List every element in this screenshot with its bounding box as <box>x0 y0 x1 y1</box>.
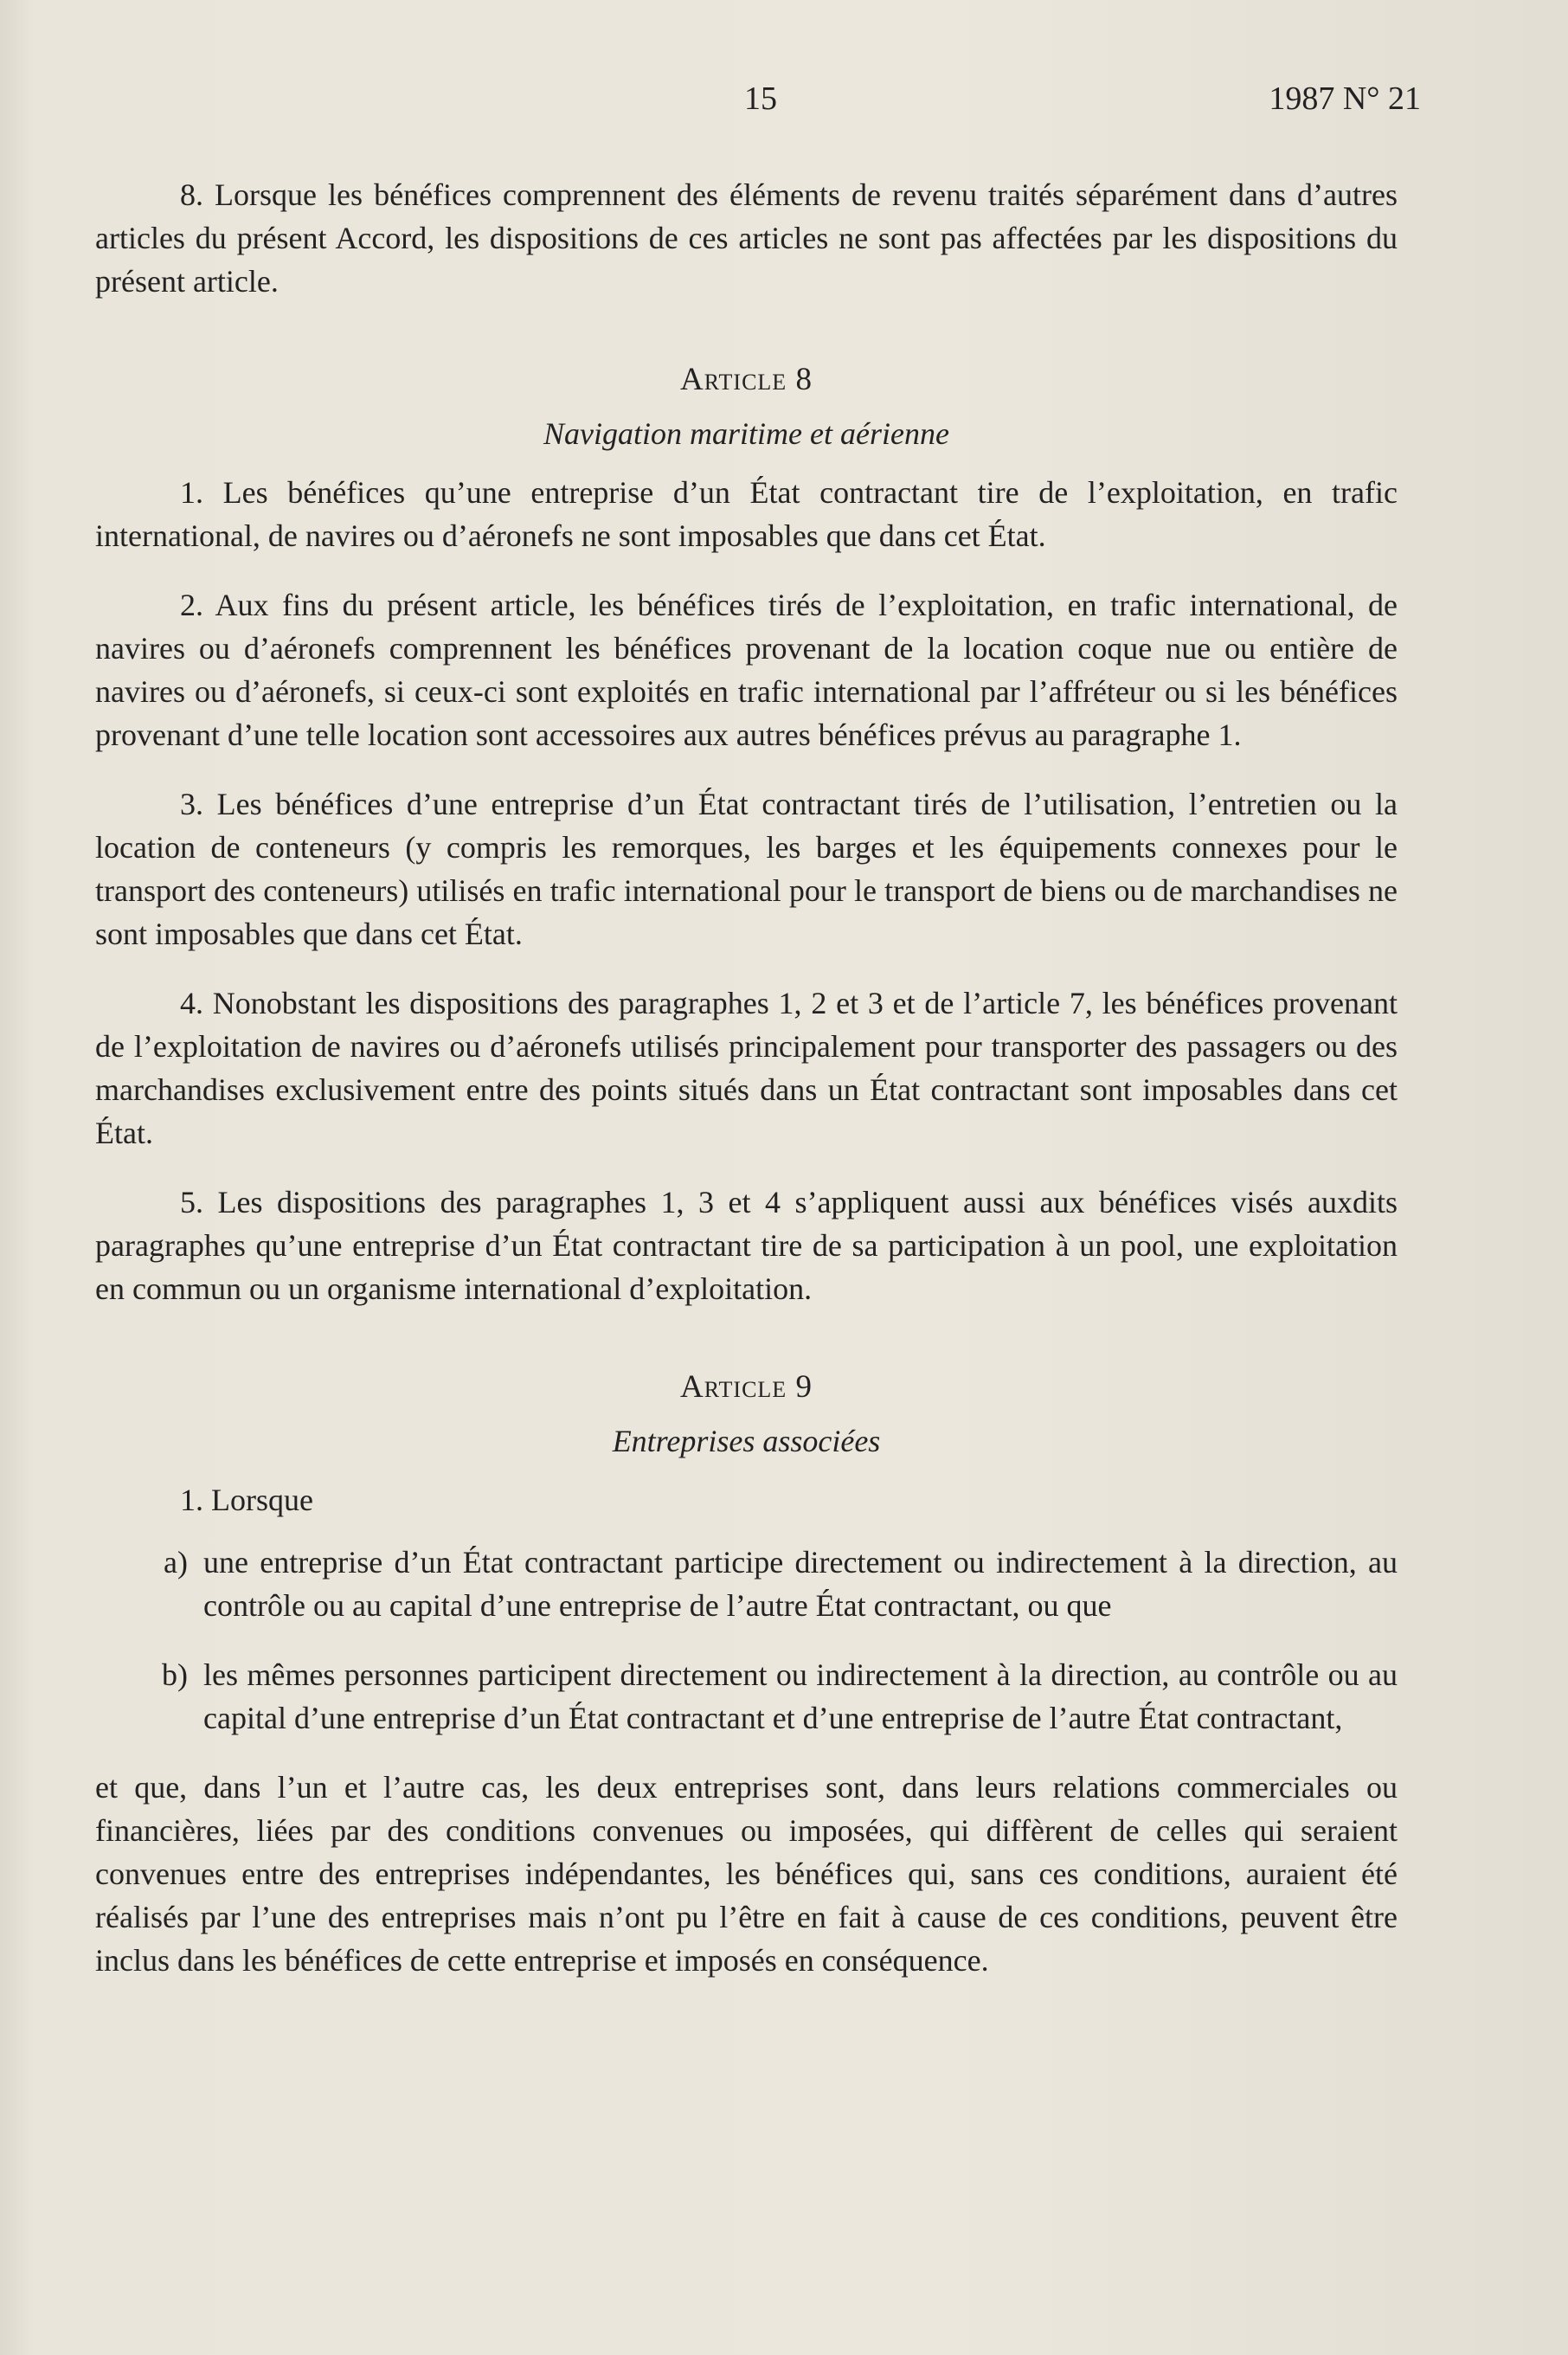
article-9-subtitle: Entreprises associées <box>612 1424 881 1458</box>
article-9-item-a <box>95 1541 1398 1627</box>
item-b-label: b) <box>162 1657 188 1692</box>
article-8-paragraph-4: 4. Nonobstant les dispositions des paragraphes 1, 2 et 3 et de l’article 7, les bénéfices provenant de l’exploitation de navires ou d’aéronefs utilisés principalement pour transporter des passagers ou des marchandises exclusivement entre des points situés dans un État contractant sont imposables dans cet État. <box>95 986 1398 1150</box>
article-8-title: Article 8 <box>680 362 813 397</box>
article-8-paragraph-1: 1. Les bénéfices qu’une entreprise d’un État contractant tire de l’exploitation, en trafic international, de navires ou d’aéronefs ne sont imposables que dans cet État. <box>95 475 1398 553</box>
item-a-label: a) <box>164 1545 188 1580</box>
item-a-text: une entreprise d’un État contractant participe directement ou indirectement à la direction, au contrôle ou au capital d’une entreprise de l’autre État contractant, ou que <box>203 1545 1398 1623</box>
article-8-paragraph-5: 5. Les dispositions des paragraphes 1, 3 et 4 s’appliquent aussi aux bénéfices visés auxdits paragraphes qu’une entreprise d’un État contractant tire de sa participation à un pool, une exploitation en commun ou un organisme international d’exploitation. <box>95 1185 1398 1306</box>
article-9-paragraph-1-intro: 1. Lorsque <box>180 1483 313 1517</box>
page-header <box>0 80 1568 132</box>
page-number: 15 <box>744 80 777 117</box>
article-9-conclusion: et que, dans l’un et l’autre cas, les deux entreprises sont, dans leurs relations commerciales ou financières, liées par des conditions convenues ou imposées, qui diffèrent de celles qui seraient convenues entre des entreprises indépendantes, les bénéfices qui, sans ces conditions, auraient été réalisés par l’une des entreprises mais n’ont pu l’être en fait à cause de ces conditions, peuvent être inclus dans les bénéfices de cette entreprise et imposés en conséquence. <box>95 1770 1398 1978</box>
publication-number: 1987 N° 21 <box>1269 80 1421 117</box>
article-8-subtitle: Navigation maritime et aérienne <box>543 416 949 451</box>
paragraph-8: 8. Lorsque les bénéfices comprennent des éléments de revenu traités séparément dans d’autres articles du présent Accord, les dispositions de ces articles ne sont pas affectées par les dispositions du présent article. <box>95 177 1398 299</box>
article-9-item-b <box>95 1653 1398 1740</box>
item-b-text: les mêmes personnes participent directement ou indirectement à la direction, au contrôle ou au capital d’une entreprise d’un État contractant et d’une entreprise de l’autre État contractant, <box>203 1657 1398 1735</box>
article-9-title: Article 9 <box>680 1369 813 1405</box>
article-8-paragraph-3: 3. Les bénéfices d’une entreprise d’un État contractant tirés de l’utilisation, l’entretien ou la location de conteneurs (y compris les remorques, les barges et les équipements connexes pour le transport des conteneurs) utilisés en trafic international pour le transport de biens ou de marchandises ne sont imposables que dans cet État. <box>95 787 1398 951</box>
document-body <box>95 173 1398 2008</box>
article-8-paragraph-2: 2. Aux fins du présent article, les bénéfices tirés de l’exploitation, en trafic international, de navires ou d’aéronefs comprennent les bénéfices provenant de la location coque nue ou entière de navires ou d’aéronefs, si ceux-ci sont exploités en trafic international par l’affréteur ou si les bénéfices provenant d’une telle location sont accessoires aux autres bénéfices prévus au paragraphe 1. <box>95 588 1398 752</box>
